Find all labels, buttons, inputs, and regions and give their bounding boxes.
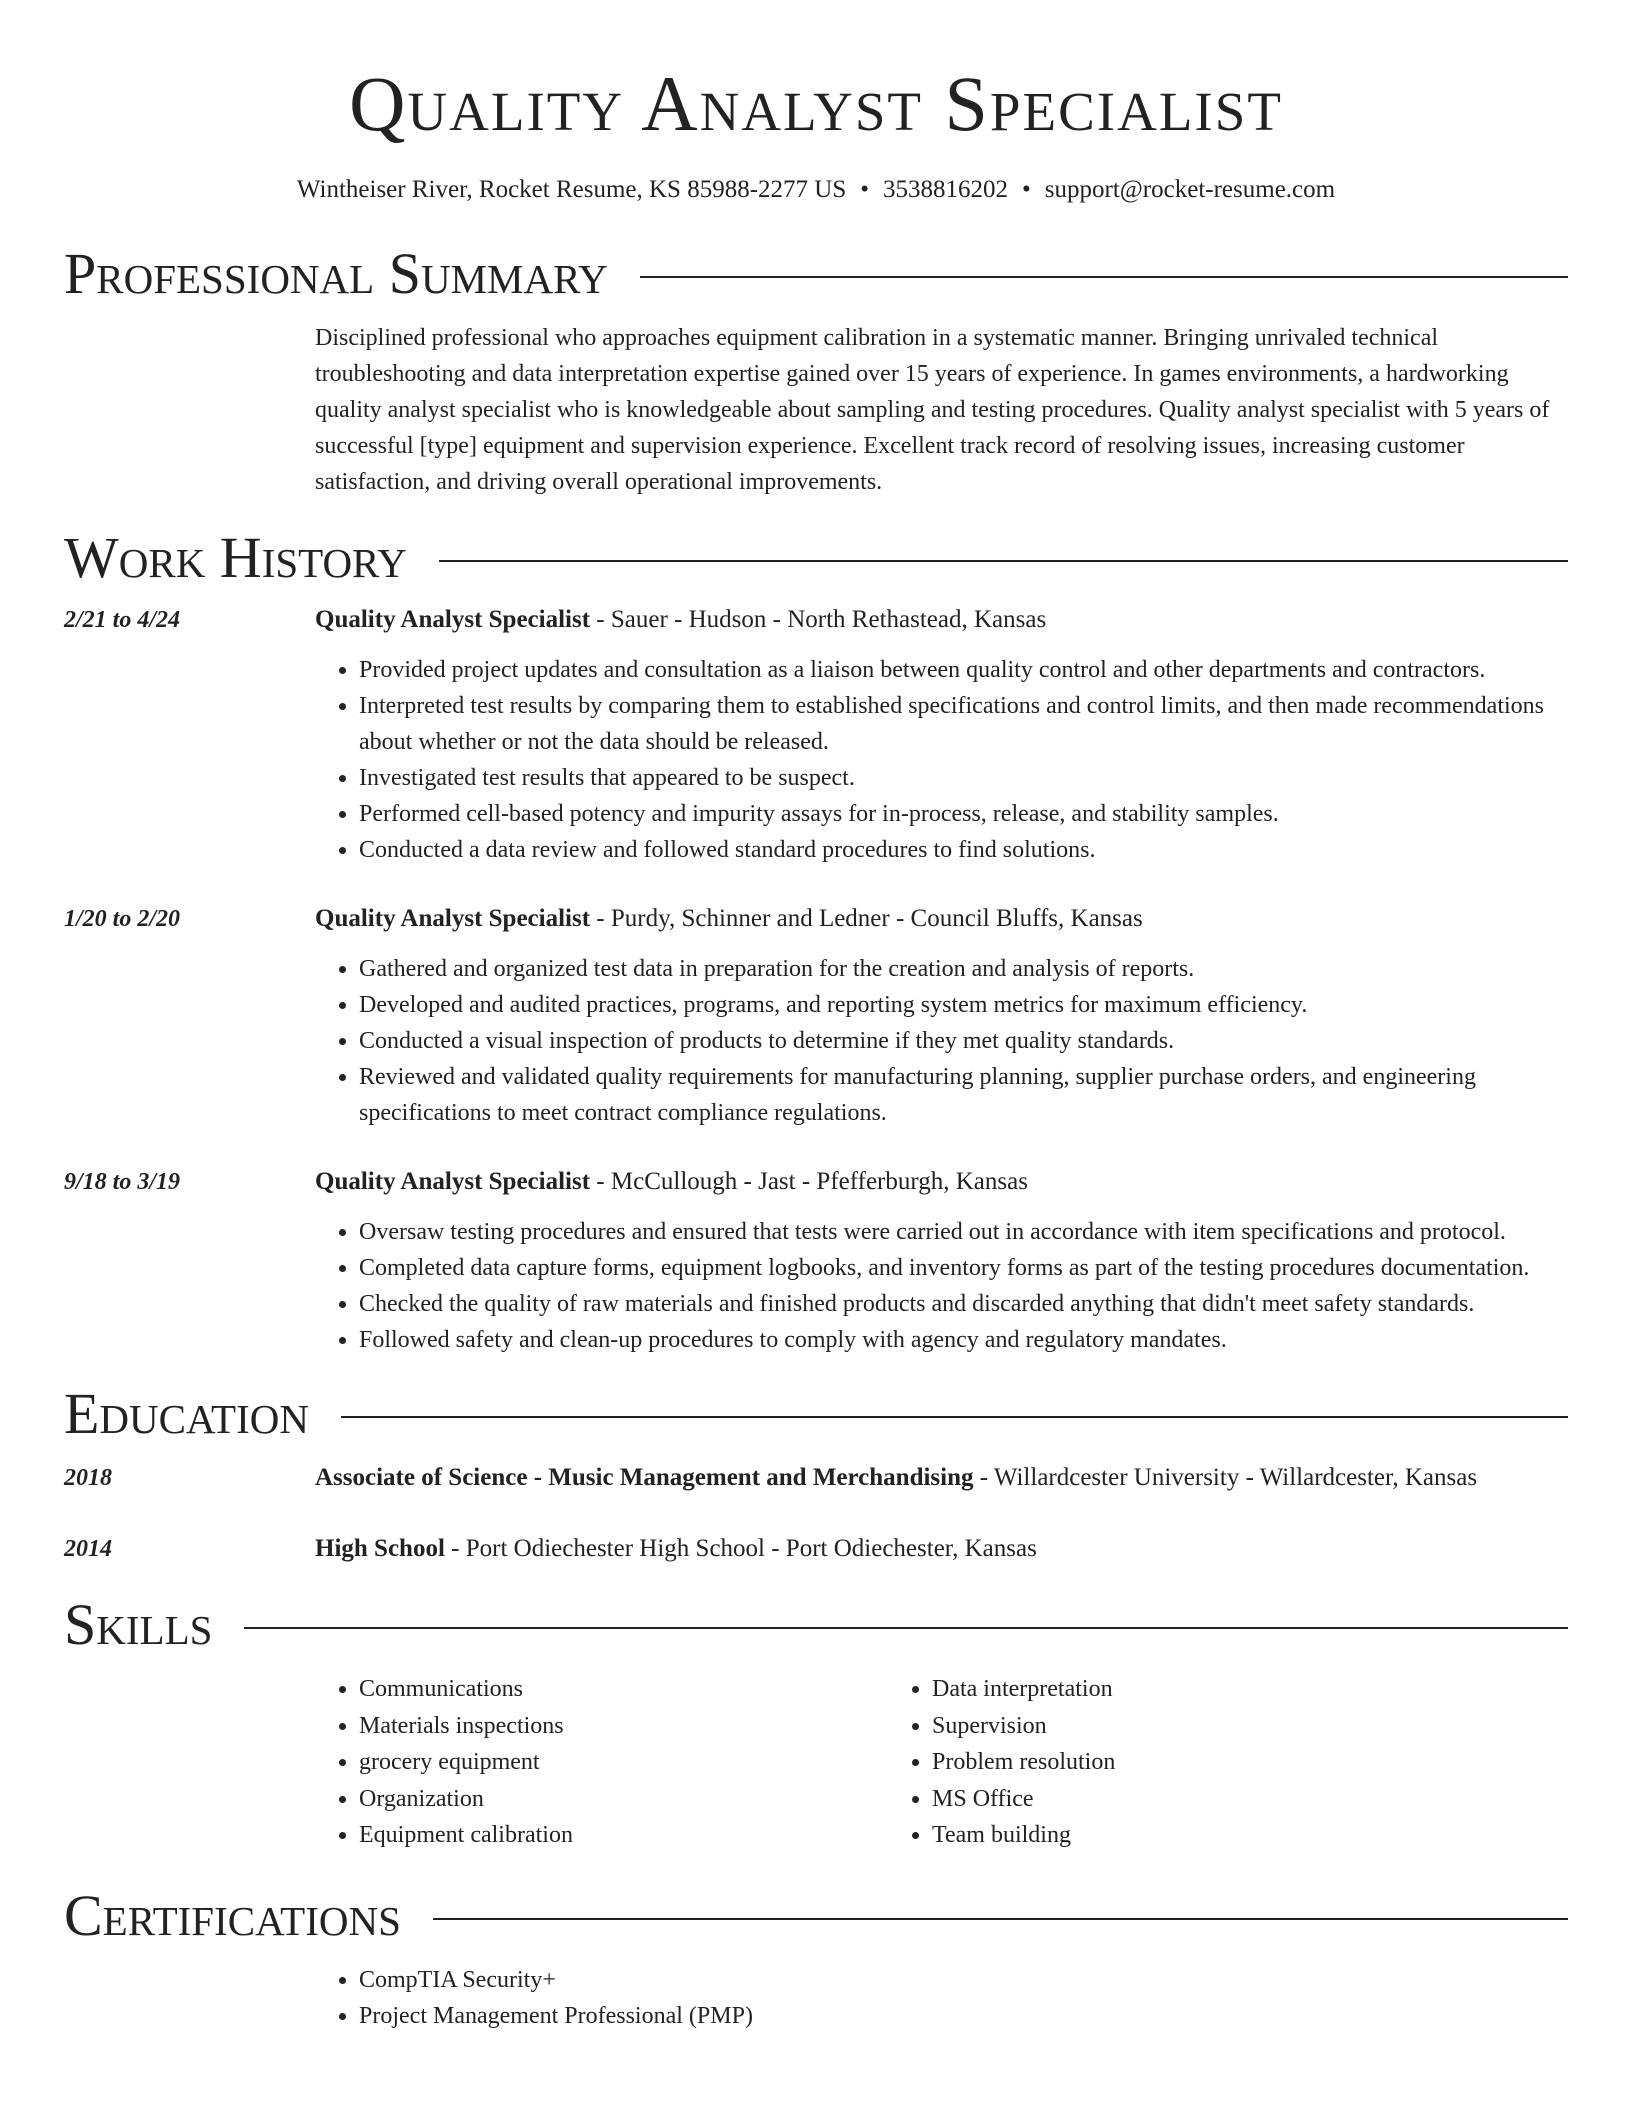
education-details: - Willardcester University - Willardcester, Kansas: [973, 1464, 1478, 1491]
section-divider: [640, 276, 1568, 278]
education-degree: High School: [315, 1535, 445, 1562]
summary-heading-row: [64, 242, 1568, 306]
education-line: [315, 1460, 1568, 1496]
contact-email[interactable]: support@rocket-resume.com: [1044, 176, 1336, 203]
skills-heading-row: [64, 1593, 1568, 1657]
list-item: • MS Office: [932, 1781, 1461, 1818]
summary-text: Disciplined professional who approaches equipment calibration in a systematic manner. Bringing unrivaled technical troubleshooting and data interpretation expertise gained over 15 years of experience. In games environments, a hardworking quality analyst specialist who is knowledgeable about sampling and testing procedures. Quality analyst specialist with 5 years of successful [type] equipment and supervision experience. Excellent track record of resolving issues, increasing customer satisfaction, and driving overall operational improvements.: [315, 325, 1550, 495]
work-history-section: [64, 526, 1568, 1358]
page-title: Quality Analyst Specialist: [349, 60, 1283, 147]
list-item: • Organization: [359, 1781, 888, 1818]
summary-section: [64, 242, 1568, 500]
list-item: • Checked the quality of raw materials and finished products and discarded anything that didn't meet safety standards.: [359, 1286, 1568, 1322]
section-heading-skills: Skills: [64, 1592, 213, 1657]
job-header: [64, 901, 1568, 937]
contact-address: Wintheiser River, Rocket Resume, KS 85988-2277 US: [296, 176, 847, 203]
list-item: • CompTIA Security+: [359, 1962, 1568, 1998]
education-entry: [64, 1460, 1568, 1496]
job-dates: 2/21 to 4/24: [64, 607, 181, 633]
list-item: • Oversaw testing procedures and ensured that tests were carried out in accordance with item specifications and protocol.: [359, 1214, 1568, 1250]
certifications-heading-row: [64, 1884, 1568, 1948]
section-divider: [244, 1627, 1568, 1629]
list-item: • Reviewed and validated quality requirements for manufacturing planning, supplier purchase orders, and engineering specifications to meet contract compliance regulations.: [359, 1059, 1568, 1131]
list-item: • Performed cell-based potency and impurity assays for in-process, release, and stability samples.: [359, 796, 1568, 832]
list-item: • grocery equipment: [359, 1744, 888, 1781]
list-item: • Materials inspections: [359, 1708, 888, 1745]
section-divider: [433, 1918, 1568, 1920]
certifications-section: [64, 1884, 1568, 2034]
job-entry: [64, 602, 1568, 868]
list-item: • Investigated test results that appeared to be suspect.: [359, 760, 1568, 796]
section-heading-education: Education: [64, 1381, 309, 1446]
list-item: • Completed data capture forms, equipment logbooks, and inventory forms as part of the testing procedures documentation.: [359, 1250, 1568, 1286]
job-bullets-wrap: [315, 1214, 1568, 1358]
skills-grid: [315, 1671, 1568, 1854]
certifications-list: [315, 1962, 1568, 2034]
list-item: • Provided project updates and consultation as a liaison between quality control and other departments and contractors.: [359, 652, 1568, 688]
job-details: - Sauer - Hudson - North Rethastead, Kansas: [590, 606, 1047, 633]
job-title: Quality Analyst Specialist: [315, 606, 591, 633]
job-dates: 9/18 to 3/19: [64, 1169, 181, 1195]
job-header: [64, 602, 1568, 638]
job-entry: [64, 1164, 1568, 1358]
skills-column-right: [888, 1671, 1461, 1854]
job-title-line: [315, 602, 1568, 638]
list-item: • Communications: [359, 1671, 888, 1708]
job-title: Quality Analyst Specialist: [315, 1168, 591, 1195]
job-dates: 1/20 to 2/20: [64, 906, 181, 932]
contact-phone: 3538816202: [883, 176, 1009, 203]
job-title-line: [315, 1164, 1568, 1200]
job-bullets: [315, 1214, 1568, 1358]
education-year: 2018: [64, 1465, 112, 1491]
list-item: • Developed and audited practices, programs, and reporting system metrics for maximum efficiency.: [359, 987, 1568, 1023]
list-item: • Gathered and organized test data in preparation for the creation and analysis of reports.: [359, 951, 1568, 987]
education-section: [64, 1382, 1568, 1567]
education-year: 2014: [64, 1536, 112, 1562]
section-heading-summary: Professional Summary: [64, 241, 608, 306]
certifications-list-wrap: [315, 1962, 1568, 2034]
job-bullets-wrap: [315, 652, 1568, 868]
section-heading-work: Work History: [64, 525, 407, 590]
list-item: • Followed safety and clean-up procedures to comply with agency and regulatory mandates.: [359, 1322, 1568, 1358]
job-header: [64, 1164, 1568, 1200]
job-entry: [64, 901, 1568, 1131]
section-heading-certifications: Certifications: [64, 1882, 401, 1948]
job-title: Quality Analyst Specialist: [315, 905, 591, 932]
contact-separator: •: [1022, 176, 1031, 203]
job-bullets-wrap: [315, 951, 1568, 1131]
list-item: • Supervision: [932, 1708, 1461, 1745]
work-heading-row: [64, 526, 1568, 590]
contact-line: [64, 174, 1568, 206]
job-bullets: [315, 951, 1568, 1131]
list-item: • Conducted a visual inspection of products to determine if they met quality standards.: [359, 1023, 1568, 1059]
list-item: • Equipment calibration: [359, 1817, 888, 1854]
list-item: • Problem resolution: [932, 1744, 1461, 1781]
job-details: - McCullough - Jast - Pfefferburgh, Kansas: [590, 1168, 1028, 1195]
skills-section: [64, 1593, 1568, 1854]
list-item: • Team building: [932, 1817, 1461, 1854]
list-item: • Interpreted test results by comparing them to established specifications and control limits, and then made recommendations about whether or not the data should be released.: [359, 688, 1568, 760]
job-title-line: [315, 901, 1568, 937]
section-divider: [439, 560, 1568, 562]
list-item: • Data interpretation: [932, 1671, 1461, 1708]
education-degree: Associate of Science - Music Management and Merchandising: [315, 1464, 974, 1491]
education-details: - Port Odiechester High School - Port Odiechester, Kansas: [444, 1535, 1037, 1562]
list-item: • Conducted a data review and followed standard procedures to find solutions.: [359, 832, 1568, 868]
section-divider: [341, 1416, 1568, 1418]
skills-column-left: [315, 1671, 888, 1854]
job-details: - Purdy, Schinner and Ledner - Council Bluffs, Kansas: [590, 905, 1143, 932]
education-line: [315, 1531, 1568, 1567]
education-heading-row: [64, 1382, 1568, 1446]
education-entry: [64, 1531, 1568, 1567]
job-bullets: [315, 652, 1568, 868]
contact-separator: •: [860, 176, 870, 203]
list-item: • Project Management Professional (PMP): [359, 1998, 1568, 2034]
